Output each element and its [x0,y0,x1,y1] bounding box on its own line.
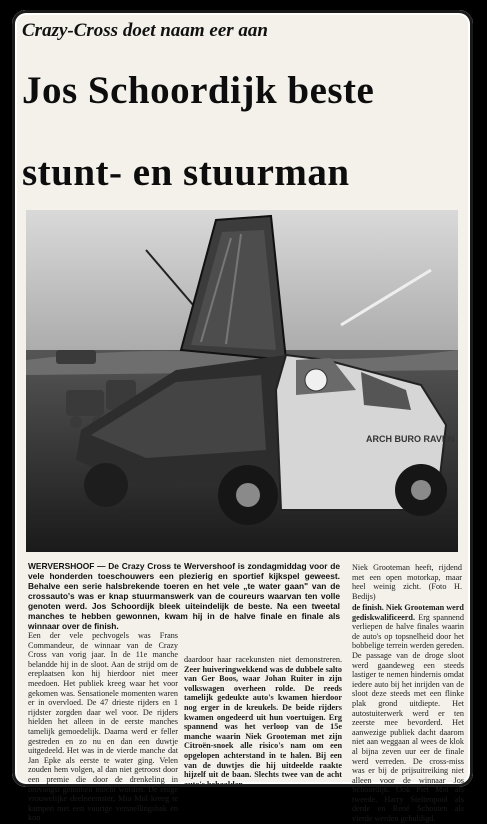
dateline: WERVERSHOOF [28,561,95,571]
headline-line-2: stunt- en stuurman [22,151,350,194]
col3-plain: Erg spannend verliepen de halve finales waarin de auto's op topsnelheid door het bobbelige terrein werden gereden. De passage van de droge sloot werd gaandeweg een steeds lastiger te nemen hindernis omdat iedere auto bij het inrijden van de sloot deze steeds met een flinke plak grond uitdiepte. Het autostuiterwerk werd er ten zeerste mee bevorderd. Het aanwezige publiek dacht daarom niet aan weggaan al wees de klok al bijna zeven uur eer de finale werd verreden. De cross-miss was er bij de prijsuitreiking niet alleen voor de winnaar Jos Schoordijk. Ook Piet Mol als tweede, Harry Steltenpool als derde en René Schouten als vierde werden gehuldigd. [352,612,464,824]
photo-caption: Niek Grooteman heeft, rijdend met een open motorkap, maar heel weinig zicht. (Foto H. Bedijs) [352,563,462,601]
col3-bold: de finish. Niek Grooteman werd gediskwalificeerd. [352,603,464,622]
article-column-3 [352,603,464,824]
article-column-2 [184,655,342,789]
article-column-1: Een der vele pechvogels was Frans Commandeur, de winnaar van de Crazy Cross van vorig jaar. In de 11e manche belandde hij in de sloot. Aan de strijd om de ereplaatsen kon hij hierdoor niet meer meedoen. Het publiek kreeg waar het voor gekomen was. Sensationele momenten waren er in overvloed. De 47 drieste rijders en 1 rijdster zorgden daar wel voor. De rijders hielden het alleen in de eerste manches tamelijk gemoedelijk. Daarna werd er feller gestreden en zo nu en dan een duwtje uitgedeeld. Het was in de vierde manche dat Jan Epke als eerste te water ging. Velen zouden hem volgen, al dan niet getroost door een premie die door de drenkeling in ontvangst genomen mocht worden. De enige vrouwelijke deelneemster, Mia Mol kreeg te kampen met een vuurige versnellingsbak en kon [28,631,178,823]
newspaper-clipping [12,10,473,824]
col2-plain: daardoor haar racekunsten niet demonstreren. [184,655,342,664]
lead-paragraph [28,561,340,631]
lead-text: — De Crazy Cross te Wervershoof is zondagmiddag voor de vele honderden toeschouwers een plezierig en sportief kijkspel geweest. Behalve een serie halsbrekende toeren en het vele „te water gaan" van de crossauto's was er knap stuurmanswerk van de coureurs waarvan ten volle genoten werd. Jos Schoordijk bleek uiteindelijk de beste. Na een tweetal manches te hebben gewonnen, kwam hij in de halve finale en finale als winnaar over de finish. [28,561,340,631]
kicker: Crazy-Cross doet naam eer aan [22,20,268,41]
car-door-lettering: ARCH BURO RAVEN [366,434,455,444]
car-photo-illustration [26,210,458,552]
crash-photo [26,210,458,552]
col2-bold: Zeer huiveringwekkend was de dubbele salto van Ger Boos, waar Johan Ruiter in zijn volkswagen overheen rolde. De reeds tamelijk gedeukte auto's kwamen hierdoor nog erger in de kreukels. De beide rijders kwamen ongedeerd uit hun voertuigen. Erg spannend was het verloop van de 15e manche waarin Niek Grooteman met zijn Citroën-snoek alle risico's nam om een opgelopen achterstand in te halen. Bij een van de duwtjes die hij uitdeelde raakte hijzelf uit de baan. Slechts twee van de acht auto's behaalden [184,664,342,789]
headline-line-1: Jos Schoordijk beste [22,69,375,112]
